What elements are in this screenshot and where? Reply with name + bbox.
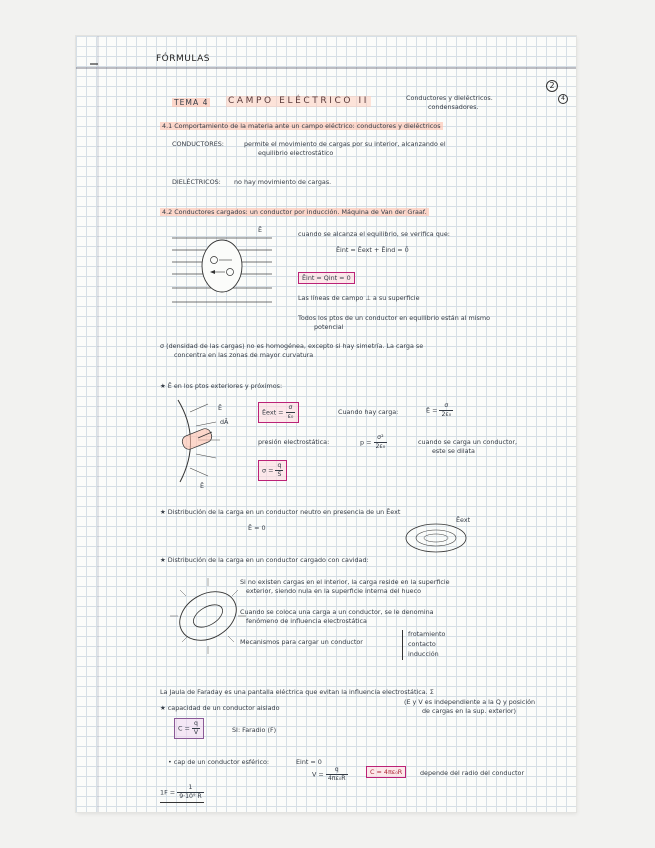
depends-radius: depende del radio del conductor xyxy=(420,769,525,777)
faraday-line-1: La Jaula de Faraday es una pantalla eléctrica que evitan la influencia electrostática. Σ xyxy=(160,688,434,696)
near-points-heading: ★ Ē en los ptos exteriores y próximos: xyxy=(160,382,283,390)
sigma-formula: σ = $\frac{q}{S}$ xyxy=(258,460,287,481)
si-unit: SI: Faradio (F) xyxy=(232,726,277,734)
equilibrium-sum: Ēint = Ēext + Ēind = 0̄ xyxy=(336,246,409,254)
capacity-formula: C = $\frac{q}{V}$ xyxy=(174,718,204,739)
cavity-bullet-2b: fenómeno de influencia electrostática xyxy=(246,617,367,625)
faraday-line-3: de cargas en la sup. exterior) xyxy=(422,707,517,715)
topic-title: CAMPO ELÉCTRICO II xyxy=(228,96,369,106)
section-marker: 4 xyxy=(558,94,568,104)
cavity-bullet-2a: Cuando se coloca una carga a un conductor, se le denomina xyxy=(240,608,434,616)
topic-subtitle-1: Conductores y dieléctricos. xyxy=(406,94,493,102)
when-charge-label: Cuando hay carga: xyxy=(338,408,399,416)
capacity-heading: ★ capacidad de un conductor aislado xyxy=(160,704,280,712)
mechanism-item-3: inducción xyxy=(408,650,439,658)
figure-e2-label: Ē xyxy=(200,482,205,490)
neutral-e-zero: Ē = 0 xyxy=(248,524,266,532)
conductores-text-2: equilibrio electrostático xyxy=(258,149,334,157)
page-number: 2 xyxy=(546,80,558,92)
e-charge-formula: Ē = $\frac{\sigma}{\text{2ε₀}}$ xyxy=(426,402,452,418)
dielectricos-label: DIELÉCTRICOS: xyxy=(172,178,221,186)
pressure-formula: p = $\frac{\text{σ²}}{\text{2ε₀}}$ xyxy=(360,434,386,450)
cavity-conductor-diagram xyxy=(168,576,248,656)
equipotential-text-2: potencial xyxy=(314,323,344,331)
conductores-text-1: permite el movimiento de cargas por su interior, alcanzando el xyxy=(244,140,446,148)
e-int-zero: Eint = 0 xyxy=(296,758,322,766)
sphere-capacity-formula: C = 4πε₀R xyxy=(366,766,406,778)
neutral-e-ext-label: Ēext xyxy=(456,516,471,524)
formulas-header: FÓRMULAS xyxy=(156,54,210,64)
equipotential-text-1: Todos los ptos de un conductor en equilibrio están al mismo xyxy=(298,314,490,322)
topic-label: TEMA 4 xyxy=(174,98,209,107)
topic-subtitle-2: condensadores. xyxy=(428,103,479,111)
sphere-capacity-label: • cap de un conductor esférico: xyxy=(168,758,270,766)
figure-da-label: dĀ xyxy=(220,418,229,426)
sigma-text-2: concentra en las zonas de mayor curvatura xyxy=(174,351,314,359)
mechanisms-brace xyxy=(402,630,403,660)
figure-e-label: Ē xyxy=(258,226,263,234)
pressure-note-1: cuando se carga un conductor, xyxy=(418,438,518,446)
conductores-label: CONDUCTORES: xyxy=(172,140,224,148)
cavity-bullet-1a: Si no existen cargas en el interior, la carga reside en la superficie xyxy=(240,578,450,586)
pressure-label: presión electrostática: xyxy=(258,438,330,446)
e-ext-formula: Ēext = $\frac{\sigma}{\text{ε₀}}$ xyxy=(258,402,299,423)
section-4-1-heading: 4.1 Comportamiento de la materia ante un campo eléctrico: conductores y dieléctricos xyxy=(162,122,441,130)
sigma-text-1: σ (densidad de las cargas) no es homogénea, excepto si hay simetría. La carga se xyxy=(160,342,424,350)
neutral-heading: ★ Distribución de la carga en un conductor neutro en presencia de un Ēext xyxy=(160,508,401,516)
conductor-induction-diagram xyxy=(172,226,292,306)
cavity-heading: ★ Distribución de la carga en un conductor cargado con cavidad: xyxy=(160,556,369,564)
mechanism-item-1: frotamiento xyxy=(408,630,446,638)
equilibrium-boxed: Ēint = Qint = 0 xyxy=(298,272,355,284)
farad-formula: 1F = $\frac{1}{\text{9·10⁹ R}}$ xyxy=(160,784,204,803)
dielectricos-text: no hay movimiento de cargas. xyxy=(234,178,332,186)
equilibrium-text: cuando se alcanza el equilibrio, se verifica que: xyxy=(298,230,450,238)
mechanism-item-2: contacto xyxy=(408,640,436,648)
pressure-note-2: este se dilata xyxy=(432,447,475,455)
faraday-line-2: (E y V es independiente a la Q y posición xyxy=(404,698,536,706)
cavity-bullet-1b: exterior, siendo nula en la superficie interna del hueco xyxy=(246,587,421,595)
section-4-2-heading: 4.2 Conductores cargados: un conductor por inducción. Máquina de Van der Graaf. xyxy=(162,208,427,216)
notebook-page xyxy=(76,36,576,812)
field-lines-perpendicular: Las líneas de campo ⊥ a su superficie xyxy=(298,294,420,302)
neutral-conductor-diagram xyxy=(402,520,472,556)
mechanisms-label: Mecanismos para cargar un conductor xyxy=(240,638,363,646)
surface-field-diagram xyxy=(168,396,248,486)
v-formula: V = $\frac{q}{\text{4πε₀R}}$ xyxy=(312,766,346,782)
figure-e1-label: Ē xyxy=(218,404,223,412)
